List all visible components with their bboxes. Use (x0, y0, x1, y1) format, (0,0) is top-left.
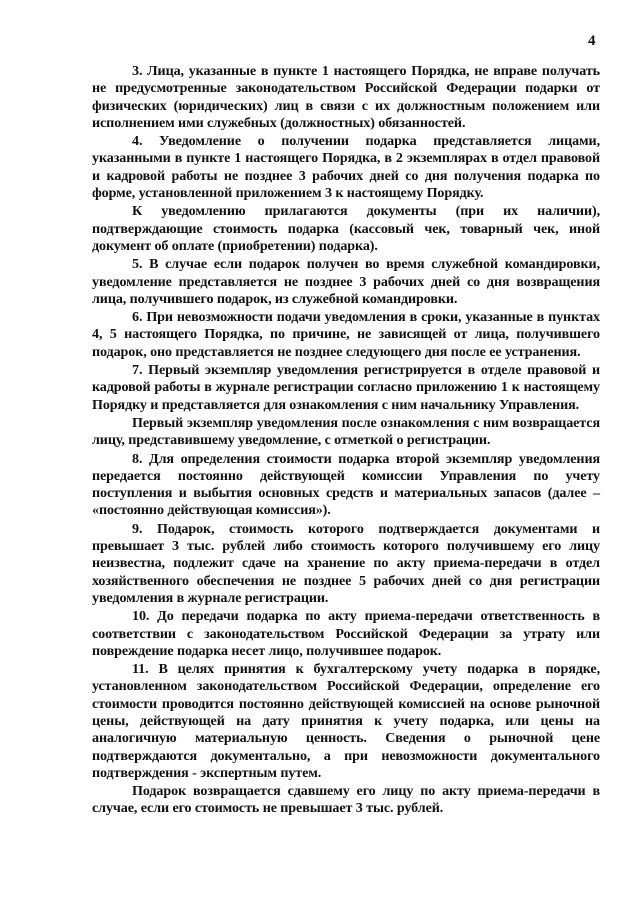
paragraph-item-4-attachments: К уведомлению прилагаются документы (при их наличии), подтверждающие стоимость подарка (кассовый чек, товарный чек, иной документ об оплате (приобретении) подарка). (92, 203, 600, 254)
page-number: 4 (588, 33, 596, 49)
paragraph-item-11-return: Подарок возвращается сдавшему его лицу по акту приема-передачи в случае, если его стоимость не превышает 3 тыс. рублей. (92, 783, 600, 817)
paragraph-item-5: 5. В случае если подарок получен во время служебной командировки, уведомление представляется не позднее 3 рабочих дней со дня возвращения лица, получившего подарок, из служебной командировки. (92, 256, 600, 307)
paragraph-item-9: 9. Подарок, стоимость которого подтверждается документами и превышает 3 тыс. рублей либо стоимость которого получившему его лицу неизвестна, подлежит сдаче на хранение по акту приема-передачи в отдел хозяйственного обеспечения не позднее 5 рабочих дней со дня регистрации уведомления в журнале регистрации. (92, 520, 600, 606)
paragraph-item-11: 11. В целях принятия к бухгалтерскому учету подарка в порядке, установленном законодательством Российской Федерации, определение его стоимости проводится постоянно действующей комиссией на основе рыночной цены, действующей на дату принятия к учету подарка, или цены на аналогичную материальную ценность. Сведения о рыночной цене подтверждаются документально, а при невозможности документального подтверждения - экспертным путем. (92, 661, 600, 781)
paragraph-item-4: 4. Уведомление о получении подарка представляется лицами, указанными в пункте 1 настоящего Порядка, в 2 экземплярах в отдел правовой и кадровой работы не позднее 3 рабочих дней со дня получения подарка по форме, установленной приложением 3 к настоящему Порядку. (92, 133, 600, 202)
paragraph-item-10: 10. До передачи подарка по акту приема-передачи ответственность в соответствии с законодательством Российской Федерации за утрату или повреждение подарка несет лицо, получившее подарок. (92, 608, 600, 659)
paragraph-item-6: 6. При невозможности подачи уведомления в сроки, указанные в пунктах 4, 5 настоящего Порядка, по причине, не зависящей от лица, получившего подарок, оно представляется не позднее следующего дня после ее устранения. (92, 309, 600, 360)
paragraph-item-3: 3. Лица, указанные в пункте 1 настоящего Порядка, не вправе получать не предусмотренные законодательством Российской Федерации подарки от физических (юридических) лиц в связи с их должностным положением или исполнением ими служебных (должностных) обязанностей. (92, 63, 600, 131)
paragraph-item-7-return: Первый экземпляр уведомления после ознакомления с ним возвращается лицу, представившему уведомление, с отметкой о регистрации. (92, 414, 600, 449)
paragraph-item-7: 7. Первый экземпляр уведомления регистрируется в отделе правовой и кадровой работы в журнале регистрации согласно приложению 1 к настоящему Порядку и представляется для ознакомления с ним начальнику Управления. (92, 362, 600, 413)
paragraph-item-8: 8. Для определения стоимости подарка второй экземпляр уведомления передается постоянно действующей комиссии Управления по учету поступления и выбытия основных средств и материальных запасов (далее – «постоянно действующая комиссия»). (92, 450, 600, 519)
document-body (92, 63, 600, 818)
